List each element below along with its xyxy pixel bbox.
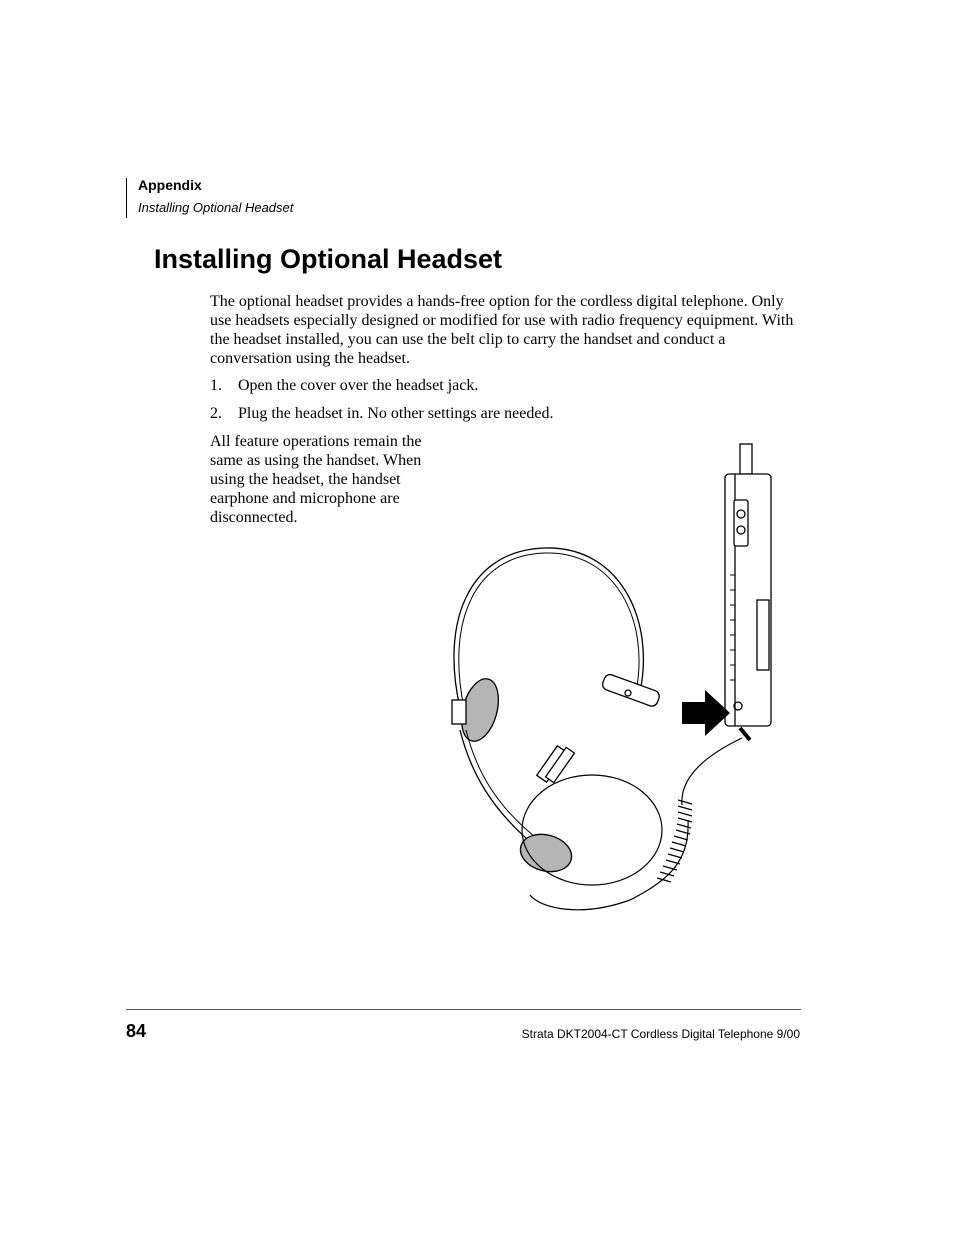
handset-drawing xyxy=(725,444,771,726)
intro-paragraph: The optional headset provides a hands-free option for the cordless digital telephone. Only use headsets especially designed or modified for use with radio frequency equipment. With the headset installed, you can use the belt clip to carry the handset and conduct a conversation using the headset. xyxy=(210,293,794,367)
page-number: 84 xyxy=(126,1021,147,1041)
step-text: Plug the headset in. No other settings are needed. xyxy=(238,405,554,422)
step-number: 2. xyxy=(210,405,222,422)
footer-doc-title: Strata DKT2004-CT Cordless Digital Telephone 9/00 xyxy=(521,1027,800,1041)
header-rule xyxy=(126,178,127,218)
step-item xyxy=(210,404,553,423)
header-section: Appendix xyxy=(138,177,202,193)
header-subsection: Installing Optional Headset xyxy=(138,200,294,215)
step-item xyxy=(210,376,478,395)
step-number: 1. xyxy=(210,377,222,394)
page-title: Installing Optional Headset xyxy=(154,244,503,274)
note-paragraph: All feature operations remain the same as using the handset. When using the headset, the handset earphone and microphone are disconnected. xyxy=(210,433,422,526)
pointer-arrow xyxy=(682,690,730,736)
headset-illustration xyxy=(430,440,790,920)
footer-rule xyxy=(126,1009,801,1010)
step-text: Open the cover over the headset jack. xyxy=(238,377,479,394)
